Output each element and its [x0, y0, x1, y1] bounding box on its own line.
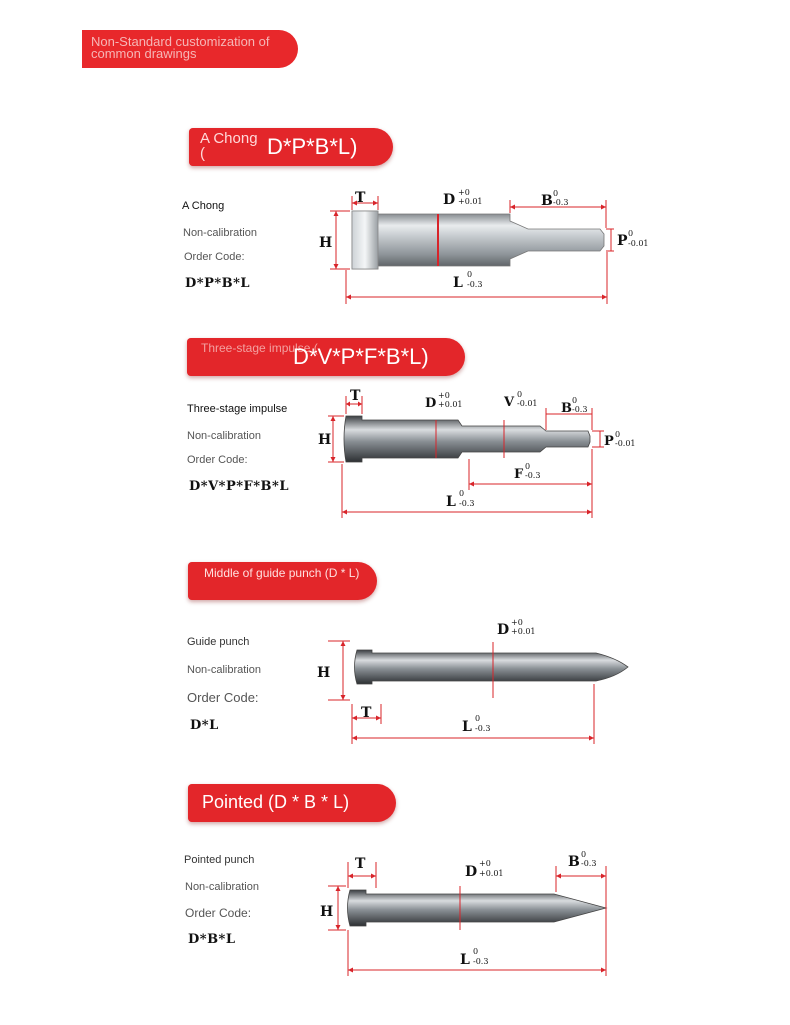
dim-L-tol-top: 0 [459, 489, 465, 498]
dim-D: D [465, 864, 478, 880]
order-code-label: Order Code: [184, 251, 245, 263]
dim-H: H [317, 665, 331, 681]
order-code: D*V*P*F*B*L [189, 479, 289, 494]
dim-H: H [318, 432, 332, 448]
dim-P-tol-bot: -0.01 [615, 439, 636, 448]
dim-V: V [504, 395, 515, 410]
dim-B: B [561, 401, 572, 416]
dim-D-tol-bot: +0.01 [479, 869, 504, 878]
dim-D-tol-top: +0 [458, 188, 470, 197]
dim-L: L [453, 275, 463, 291]
punch-body [348, 890, 607, 926]
dim-V-tol-top: 0 [517, 390, 523, 399]
dim-H: H [319, 235, 333, 251]
type-name: Three-stage impulse [187, 403, 288, 415]
dim-L-tol-top: 0 [475, 714, 481, 723]
dim-D-tol-bot: +0.01 [438, 400, 463, 409]
dim-B: B [568, 854, 580, 870]
dim-L: L [446, 494, 456, 510]
dim-F: F [514, 467, 524, 482]
dim-H: H [320, 904, 334, 920]
dim-F-tol-top: 0 [525, 462, 531, 471]
dim-T: T [355, 856, 366, 872]
dim-B: B [541, 193, 553, 209]
punch-head [352, 211, 378, 269]
dim-L-tol-bot: -0.3 [459, 499, 475, 508]
dim-P-tol-top: 0 [628, 229, 634, 238]
punch-body [352, 211, 604, 269]
pill-prefix: Three-stage impulse ( [201, 341, 318, 355]
pill-text: Pointed (D * B * L) [202, 792, 350, 812]
dim-T: T [355, 190, 366, 206]
punch-body [344, 416, 590, 462]
calibration-label: Non-calibration [183, 227, 257, 239]
dim-T: T [361, 705, 372, 721]
dim-D-tol-top: +0 [511, 618, 523, 627]
dim-D: D [497, 622, 510, 638]
type-name: Guide punch [187, 636, 250, 648]
dim-L: L [462, 719, 472, 735]
dim-B-tol-top: 0 [581, 850, 587, 859]
dim-T: T [350, 388, 361, 404]
calibration-label: Non-calibration [187, 664, 261, 676]
order-code: D*B*L [188, 932, 236, 947]
order-code-label: Order Code: [187, 690, 259, 705]
pill-formula: D*V*P*F*B*L) [293, 344, 429, 369]
order-code-label: Order Code: [187, 454, 248, 466]
dim-P: P [617, 233, 628, 249]
dim-D-tol-bot: +0.01 [458, 197, 483, 206]
calibration-label: Non-calibration [185, 881, 259, 893]
dim-D: D [425, 396, 437, 411]
diagram-guide-punch [317, 618, 628, 744]
pill-formula: D*P*B*L) [267, 134, 358, 159]
dim-L: L [460, 952, 470, 968]
dim-L-tol-top: 0 [473, 947, 479, 956]
diagram-three-stage [318, 388, 636, 518]
dim-D-tol-top: +0 [479, 859, 491, 868]
dim-D: D [443, 192, 456, 208]
dim-B-tol-bot: -0.3 [581, 859, 597, 868]
dim-D-tol-bot: +0.01 [511, 627, 536, 636]
punch-body [355, 650, 629, 684]
diagram-a-chong [319, 188, 649, 304]
dim-V-tol-bot: -0.01 [517, 399, 538, 408]
type-name: A Chong [182, 200, 225, 212]
dim-L-tol-top: 0 [467, 270, 473, 279]
dim-L-tol-bot: -0.3 [475, 724, 491, 733]
dim-P-tol-top: 0 [615, 430, 621, 439]
dim-D-tol-top: +0 [438, 391, 450, 400]
dim-L-tol-bot: -0.3 [473, 957, 489, 966]
pill-text: Middle of guide punch (D * L) [204, 566, 360, 580]
dim-B-tol-top: 0 [553, 189, 559, 198]
diagram-pointed-punch [320, 850, 606, 976]
order-code: D*P*B*L [185, 276, 251, 291]
dim-F-tol-bot: -0.3 [525, 471, 541, 480]
dim-B-tol-bot: -0.3 [553, 198, 569, 207]
order-code-label: Order Code: [185, 906, 252, 920]
top-banner-text: Non-Standard customization of common drawings [91, 34, 270, 61]
dim-B-tol-top: 0 [572, 396, 578, 405]
calibration-label: Non-calibration [187, 430, 261, 442]
pill-prefix: A Chong ( [200, 130, 258, 162]
dim-L-tol-bot: -0.3 [467, 280, 483, 289]
order-code: D*L [190, 718, 219, 733]
dim-P: P [604, 434, 614, 449]
type-name: Pointed punch [184, 854, 255, 866]
dim-B-tol-bot: -0.3 [572, 405, 588, 414]
dim-P-tol-bot: -0.01 [628, 239, 649, 248]
